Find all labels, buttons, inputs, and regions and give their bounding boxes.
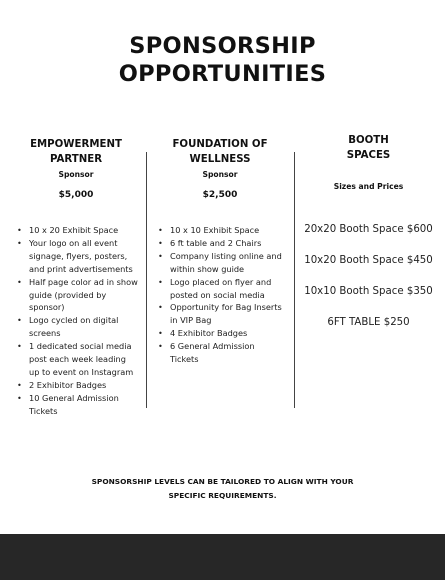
benefit-item: • Logo cycled on digital screens	[17, 314, 138, 340]
column-divider-1	[146, 152, 147, 408]
benefit-item: • Opportunity for Bag Inserts in VIP Bag	[158, 301, 285, 327]
heading-line-2: PARTNER	[49, 154, 103, 165]
footer-note	[60, 475, 385, 502]
heading-line-2: SPACES	[346, 150, 391, 161]
booth-price-item: 6FT TABLE $250	[327, 317, 410, 328]
empowerment-price: $5,000	[58, 190, 94, 200]
booth-price-item: 10x10 Booth Space $350	[304, 286, 433, 297]
benefit-item: • 10 x 20 Exhibit Space	[17, 224, 138, 237]
foundation-tier-label: Sponsor	[202, 170, 238, 179]
booth-spaces-heading	[300, 133, 437, 163]
benefit-item: • Company listing online and within show guide	[158, 250, 285, 276]
benefit-item: • 2 Exhibitor Badges	[17, 379, 138, 392]
heading-line-1: EMPOWERMENT	[30, 139, 122, 150]
benefit-item: • 4 Exhibitor Badges	[158, 327, 285, 340]
footer-note-line-2: SPECIFIC REQUIREMENTS.	[168, 490, 277, 500]
title-line-2: OPPORTUNITIES	[118, 61, 327, 87]
booth-price-item: 20x20 Booth Space $600	[304, 224, 433, 235]
benefit-item: • Logo placed on flyer and posted on social media	[158, 276, 285, 302]
benefit-item: • 10 General Admission Tickets	[17, 392, 138, 418]
benefit-item: • Half page color ad in show guide (provided by sponsor)	[17, 276, 138, 315]
title-line-1: SPONSORSHIP	[129, 33, 316, 59]
empowerment-partner-column	[14, 137, 138, 418]
benefit-item: • Your logo on all event signage, flyers, posters, and print advertisements	[17, 237, 138, 276]
booth-sizes-subtitle: Sizes and Prices	[333, 182, 404, 191]
heading-line-1: FOUNDATION OF	[172, 139, 268, 150]
benefit-item: • 1 dedicated social media post each week leading up to event on Instagram	[17, 340, 138, 379]
column-divider-2	[294, 152, 295, 408]
empowerment-benefits-list	[17, 224, 138, 418]
footer-note-line-1: SPONSORSHIP LEVELS CAN BE TAILORED TO ALIGN WITH YOUR	[91, 477, 354, 486]
footer-band	[0, 534, 445, 580]
booth-spaces-column	[300, 133, 437, 343]
foundation-heading	[155, 137, 285, 167]
heading-line-2: WELLNESS	[189, 154, 251, 165]
benefit-item: • 6 General Admission Tickets	[158, 340, 285, 366]
foundation-benefits-list	[158, 224, 285, 366]
foundation-of-wellness-column	[155, 137, 285, 366]
page-title	[0, 32, 445, 88]
booth-price-item: 10x20 Booth Space $450	[304, 255, 433, 266]
empowerment-partner-heading	[14, 137, 138, 167]
empowerment-tier-label: Sponsor	[58, 170, 94, 179]
heading-line-1: BOOTH	[348, 135, 389, 146]
foundation-price: $2,500	[202, 190, 238, 200]
benefit-item: • 10 x 10 Exhibit Space	[158, 224, 285, 237]
benefit-item: • 6 ft table and 2 Chairs	[158, 237, 285, 250]
